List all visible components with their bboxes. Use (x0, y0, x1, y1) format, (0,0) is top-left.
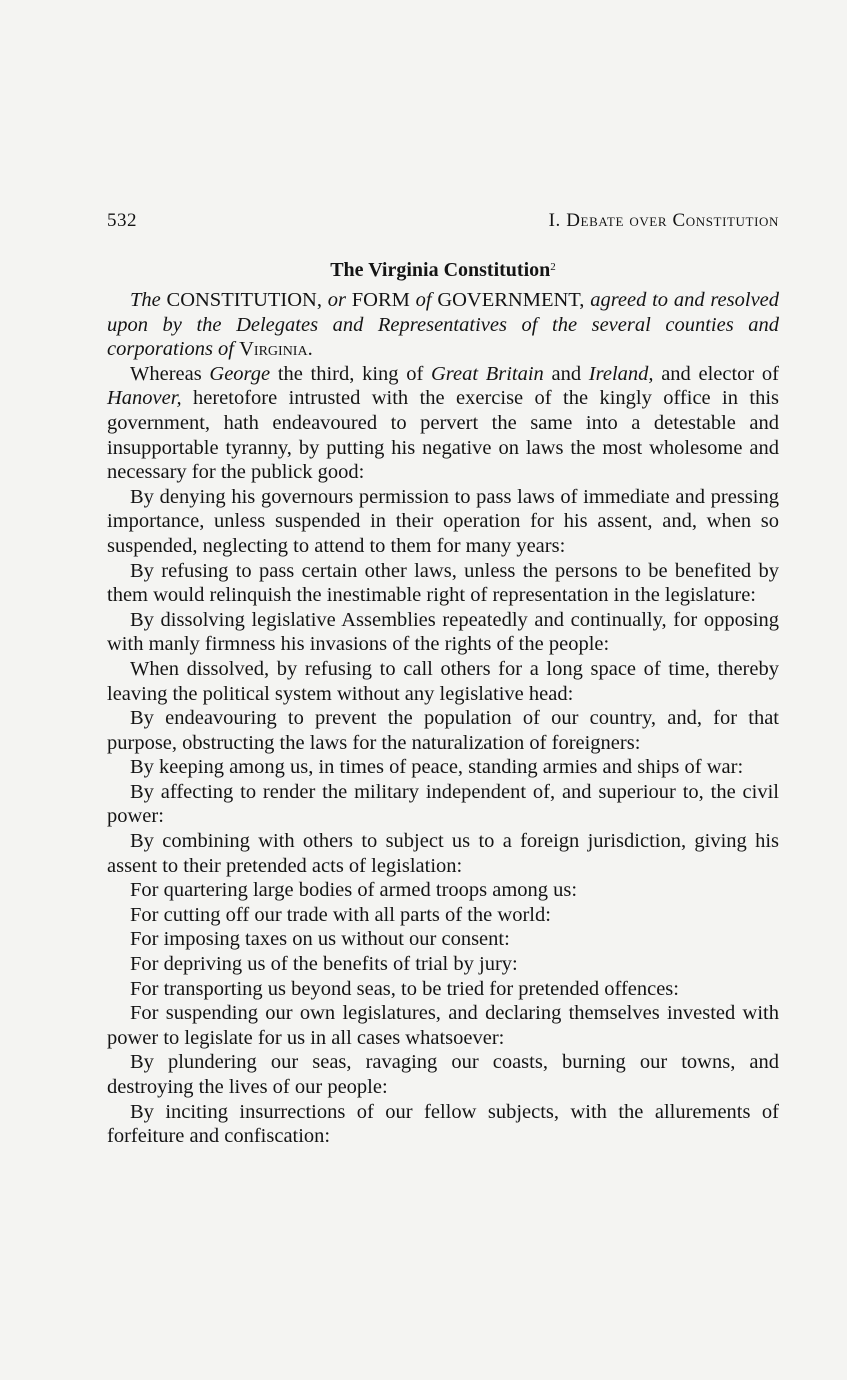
grievance-paragraph: For quartering large bodies of armed troops among us: (130, 879, 578, 902)
grievance-paragraph: By dissolving legislative Assemblies repeatedly and continually, for opposing with manly firmness his invasions of the rights of the people: (107, 608, 779, 656)
whereas-text-d: and elector of (661, 362, 780, 385)
grievance-paragraph: For suspending our own legislatures, and declaring themselves invested with power to legislate for us in all cases whatsoever: (107, 1002, 779, 1049)
grievance-paragraph: For imposing taxes on us without our consent: (130, 928, 510, 951)
preamble-form: FORM (351, 289, 410, 311)
grievance-paragraph: By affecting to render the military independent of, and superiour to, the civil power: (107, 780, 779, 828)
grievance-paragraph: By plundering our seas, ravaging our coasts, burning our towns, and destroying the lives of our people: (107, 1051, 779, 1098)
name-ireland: Ireland, (588, 362, 654, 385)
grievance-paragraph: By keeping among us, in times of peace, standing armies and ships of war: (130, 756, 744, 779)
grievance-paragraph: When dissolved, by refusing to call others for a long space of time, thereby leaving the political system without any legislative head: (107, 657, 779, 705)
whereas-text-b: the third, king of (277, 362, 424, 385)
section-heading: I. Debate over Constitution (548, 210, 779, 231)
whereas-text-c: and (551, 362, 582, 385)
preamble-constitution: CONSTITUTION, (166, 289, 322, 311)
preamble-government: GOVERNMENT, (437, 289, 585, 311)
body-text (107, 288, 779, 1149)
name-george: George (209, 362, 271, 385)
preamble-virginia: Virginia (239, 338, 308, 361)
page-number: 532 (107, 210, 137, 231)
grievance-paragraph: By denying his governours permission to pass laws of immediate and pressing importance, unless suspended in their operation for his assent, and, when so suspended, neglecting to attend to them for many years: (107, 485, 779, 557)
name-hanover: Hanover, (107, 387, 182, 410)
whereas-word: Whereas (130, 362, 202, 385)
whereas-paragraph (107, 362, 779, 485)
grievance-paragraph: By refusing to pass certain other laws, unless the persons to be benefited by them would relinquish the inestimable right of representation in the legislature: (107, 559, 779, 607)
footnote-marker: 2 (550, 261, 556, 273)
grievance-paragraph: By combining with others to subject us to a foreign jurisdiction, giving his assent to their pretended acts of legislation: (107, 830, 779, 877)
running-head (107, 208, 779, 238)
document-title (107, 259, 779, 282)
title-text: The Virginia Constitution (330, 259, 551, 281)
preamble-period: . (307, 338, 313, 361)
preamble-or: or (327, 289, 346, 311)
grievance-paragraph: By endeavouring to prevent the population of our country, and, for that purpose, obstructing the laws for the naturalization of foreigners: (107, 707, 779, 754)
preamble-paragraph (107, 288, 779, 362)
document-page (107, 208, 779, 1149)
whereas-text-e: heretofore intrusted with the exercise of the kingly office in this government, hath endeavoured to pervert the same into a detestable and insupportable tyranny, by putting his negative on laws the most wholesome and necessary for the publick good: (107, 387, 779, 484)
grievance-paragraph: For cutting off our trade with all parts of the world: (130, 903, 551, 926)
grievance-paragraph: For depriving us of the benefits of trial by jury: (130, 953, 518, 976)
grievance-paragraph: For transporting us beyond seas, to be tried for pretended offences: (130, 977, 679, 1000)
preamble-the: The (130, 289, 161, 311)
grievance-paragraph: By inciting insurrections of our fellow subjects, with the allurements of forfeiture and confiscation: (107, 1100, 779, 1148)
name-great-britain: Great Britain (430, 362, 544, 385)
preamble-of: of (415, 289, 432, 311)
preamble-agreed: agreed to and resolved upon by the Delegates and Representatives of the several counties and corporations of (107, 289, 780, 361)
